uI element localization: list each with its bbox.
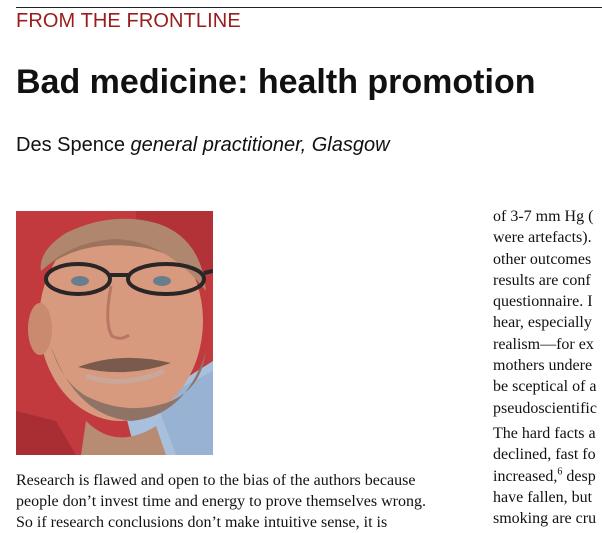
header-rule: [16, 7, 602, 8]
section-label: FROM THE FRONTLINE: [16, 10, 241, 32]
text-line: other outcomes: [493, 250, 592, 268]
text-line: questionnaire. I: [493, 293, 593, 311]
text-line: So if research conclusions don’t make intuitive sense, it is: [16, 514, 388, 531]
article-headline: Bad medicine: health promotion: [16, 63, 536, 101]
text-fragment: increased,: [493, 467, 558, 485]
text-line: were artefacts).: [493, 229, 592, 247]
text-line: mothers undere: [493, 357, 593, 375]
text-line: declined, fast fo: [493, 446, 596, 464]
text-line: results are conf: [493, 271, 591, 289]
text-line: smoking are cru: [493, 510, 597, 528]
byline: [16, 134, 390, 157]
text-line: hear, especially: [493, 314, 592, 332]
author-photo: [16, 211, 213, 455]
text-line: realism—for ex: [493, 335, 594, 353]
left-column-text: [16, 470, 466, 533]
text-line: people don’t invest time and energy to prove themselves wrong.: [16, 493, 426, 510]
text-line: Research is flawed and open to the bias of the authors because: [16, 472, 416, 489]
text-line: The hard facts a: [493, 424, 596, 442]
text-line: be sceptical of a: [493, 378, 597, 396]
text-line: of 3-7 mm Hg (: [493, 208, 594, 225]
text-line: pseudoscientific: [493, 399, 597, 417]
author-role: general practitioner, Glasgow: [130, 134, 390, 156]
reference-marker[interactable]: 6: [557, 466, 563, 478]
right-column-text: [493, 206, 602, 529]
text-line: have fallen, but: [493, 488, 593, 506]
text-fragment: desp: [562, 467, 596, 485]
author-name: Des Spence: [16, 134, 125, 156]
text-line: [493, 466, 602, 487]
